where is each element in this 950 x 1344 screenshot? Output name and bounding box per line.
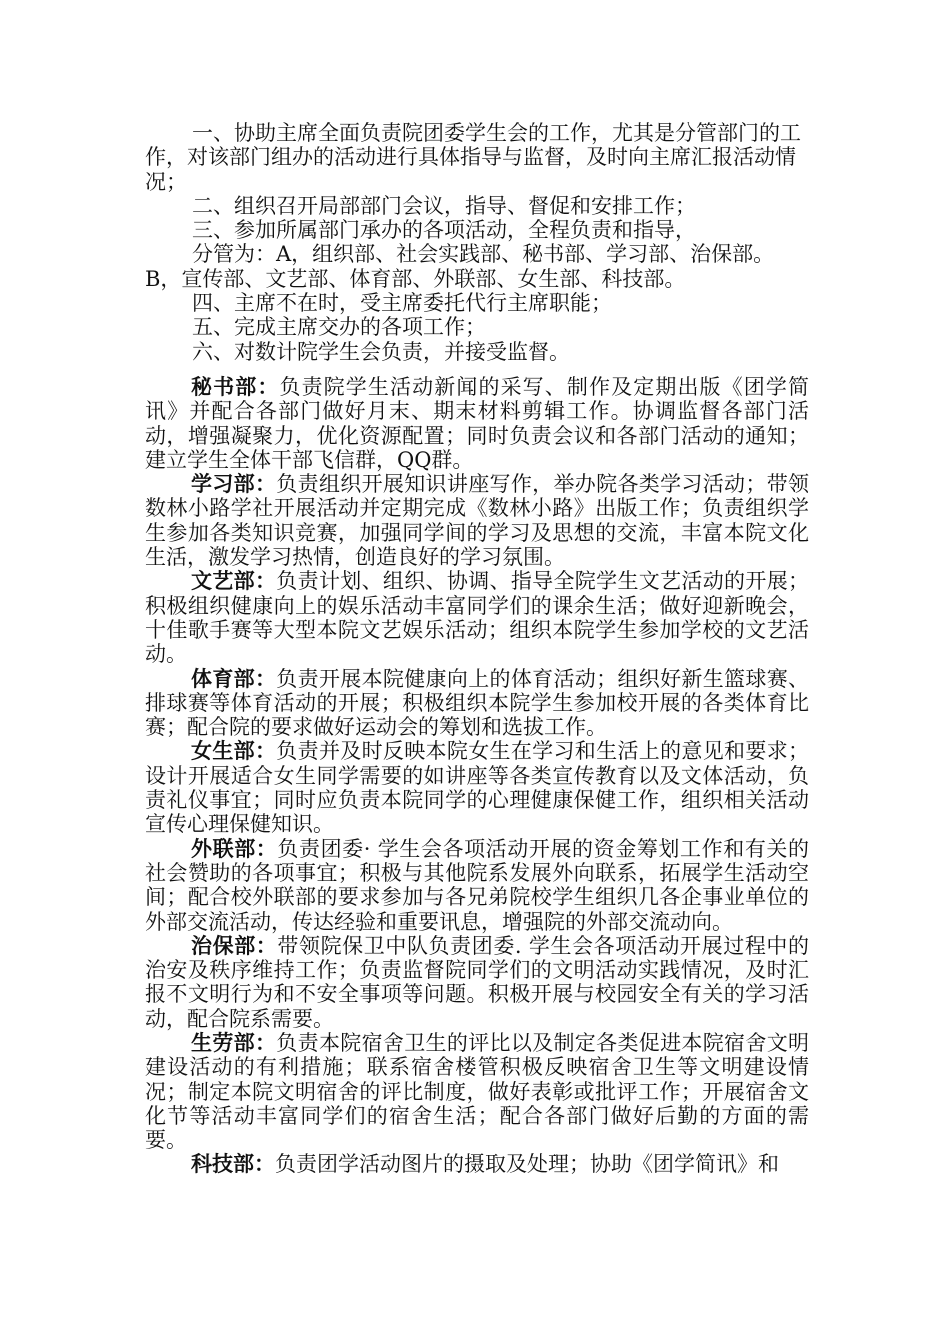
department-description: 负责组织开展知识讲座写作，举办院各类学习活动；带领数林小路学社开展活动并定期完成《数林小路》出版工作；负责组织学生参加各类知识竞赛，加强同学间的学习及思想的交流，丰富本院文化生活，激发学习热情，创造良好的学习氛围。 xyxy=(145,472,810,570)
duty-item: 分管为：A，组织部、社会实践部、秘书部、学习部、治保部。B，宣传部、文艺部、体育部、外联部、女生部、科技部。 xyxy=(145,242,775,291)
department-name: 学习部： xyxy=(191,471,277,497)
department-sports xyxy=(145,667,809,740)
department-description: 带领院保卫中队负责团委. 学生会各项活动开展过程中的治安及秩序维持工作；负责监督院同学们的文明活动实践情况，及时汇报不文明行为和不安全事项等问题。积极开展与校园安全有关的学习活动，配合院系需要。 xyxy=(145,933,810,1031)
department-living-affairs xyxy=(145,1031,809,1152)
duty-item: 六、对数计院学生会负责，并接受监督。 xyxy=(192,339,570,364)
department-name: 秘书部： xyxy=(191,373,280,399)
department-name: 文艺部： xyxy=(191,568,277,594)
department-security xyxy=(145,934,809,1031)
department-description: 负责开展本院健康向上的体育活动；组织好新生篮球赛、排球赛等体育活动的开展；积极组织本院学生参加校开展的各类体育比赛；配合院的要求做好运动会的筹划和选拔工作。 xyxy=(145,666,810,740)
department-description: 负责本院宿舍卫生的评比以及制定各类促进本院宿舍文明建设活动的有利措施；联系宿舍楼管积极反映宿舍卫生等文明建设情况；制定本院文明宿舍的评比制度，做好表彰或批评工作；开展宿舍文化节等活动丰富同学们的宿舍生活；配合各部门做好后勤的方面的需要。 xyxy=(145,1030,810,1153)
department-name: 女生部： xyxy=(191,738,277,764)
department-description: 负责团委· 学生会各项活动开展的资金筹划工作和有关的社会赞助的各项事宜；积极与其他院系发展外向联系，拓展学生活动空间；配合校外联部的要求参加与各兄弟院校学生组织几各企事业单位的外部交流活动，传达经验和重要讯息，增强院的外部交流动向。 xyxy=(145,836,810,934)
department-female-students xyxy=(145,739,809,836)
department-technology xyxy=(145,1152,809,1176)
department-name: 治保部： xyxy=(191,932,278,958)
vice-chair-duties xyxy=(145,121,809,364)
department-arts xyxy=(145,569,809,666)
department-list xyxy=(145,375,809,1177)
department-name: 生劳部： xyxy=(191,1029,277,1055)
department-description: 负责团学活动图片的摄取及处理；协助《团学简讯》和 xyxy=(275,1152,779,1177)
department-secretariat xyxy=(145,375,809,472)
duty-item: 四、主席不在时，受主席委托代行主席职能； xyxy=(192,291,612,316)
duty-item: 三、参加所属部门承办的各项活动，全程负责和指导， xyxy=(192,218,696,243)
department-external-relations xyxy=(145,837,809,934)
department-study xyxy=(145,472,809,569)
department-description: 负责计划、组织、协调、指导全院学生文艺活动的开展；积极组织健康向上的娱乐活动丰富同学们的课余生活；做好迎新晚会，十佳歌手赛等大型本院文艺娱乐活动；组织本院学生参加学校的文艺活动。 xyxy=(145,569,810,667)
department-description: 负责并及时反映本院女生在学习和生活上的意见和要求；设计开展适合女生同学需要的如讲座等各类宣传教育以及文体活动，负责礼仪事宜；同时应负责本院同学的心理健康保健工作，组织相关活动宣传心理保健知识。 xyxy=(145,739,810,837)
duty-item: 一、协助主席全面负责院团委学生会的工作，尤其是分管部门的工作，对该部门组办的活动进行具体指导与监督，及时向主席汇报活动情况； xyxy=(145,121,801,194)
duty-item: 五、完成主席交办的各项工作； xyxy=(192,315,486,340)
document-page xyxy=(145,121,809,1177)
department-name: 体育部： xyxy=(191,665,277,691)
department-name: 外联部： xyxy=(191,835,278,861)
duty-item: 二、组织召开局部部门会议，指导、督促和安排工作； xyxy=(192,193,696,218)
department-name: 科技部： xyxy=(191,1151,275,1177)
department-description: 负责院学生活动新闻的采写、制作及定期出版《团学简讯》并配合各部门做好月末、期末材料剪辑工作。协调监督各部门活动，增强凝聚力，优化资源配置；同时负责会议和各部门活动的通知；建立学生全体干部飞信群，QQ群。 xyxy=(145,374,810,472)
